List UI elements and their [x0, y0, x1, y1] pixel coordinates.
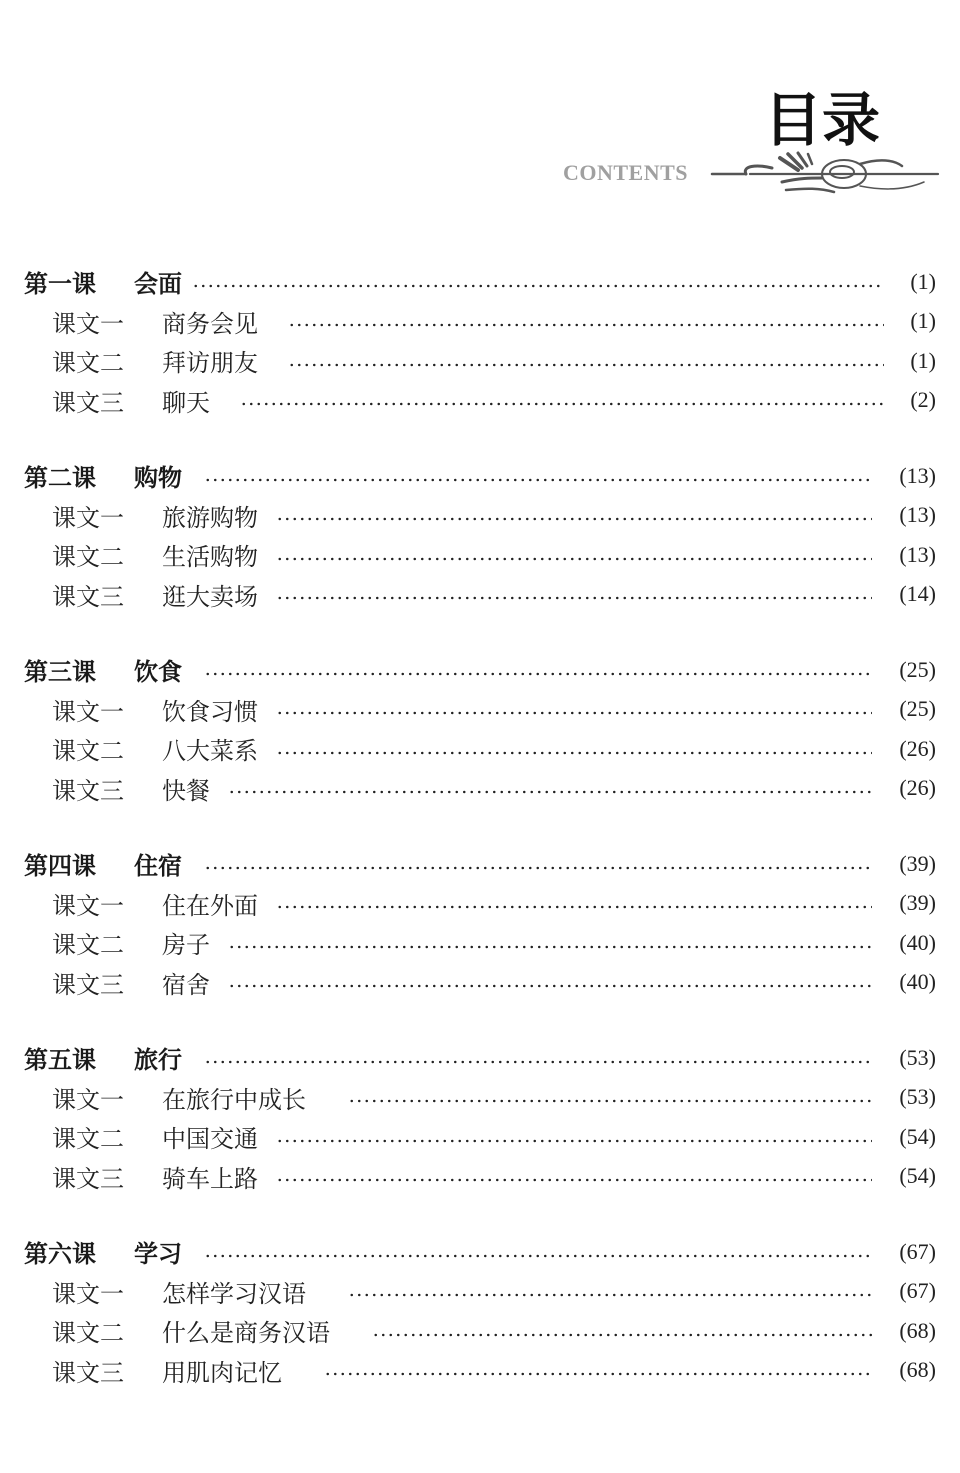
toc-lesson-entry[interactable] — [0, 1272, 960, 1312]
toc-lesson-entry[interactable] — [0, 381, 960, 421]
toc-header — [0, 0, 960, 220]
page-number: (40) — [899, 969, 936, 995]
page-number: (13) — [899, 502, 936, 528]
page-number: (53) — [899, 1084, 936, 1110]
dot-leader — [204, 1060, 872, 1064]
dot-leader — [276, 557, 872, 561]
toc-chapter — [0, 1232, 960, 1390]
lesson-title: 房子 — [162, 931, 210, 960]
page-number: (1) — [910, 268, 936, 294]
chapter-number: 第一课 — [24, 270, 96, 299]
lesson-number: 课文三 — [52, 970, 124, 999]
dot-leader — [276, 596, 872, 600]
toc-lesson-entry[interactable] — [0, 1351, 960, 1391]
lesson-title: 逛大卖场 — [162, 582, 258, 611]
page-number: (54) — [899, 1163, 936, 1189]
toc-lesson-entry[interactable] — [0, 1078, 960, 1118]
page-number: (1) — [910, 308, 936, 334]
lesson-number: 课文三 — [52, 1358, 124, 1387]
lesson-number: 课文一 — [52, 503, 124, 532]
toc-lesson-entry[interactable] — [0, 923, 960, 963]
toc-lesson-entry[interactable] — [0, 341, 960, 381]
toc-lesson-entry[interactable] — [0, 1157, 960, 1197]
toc-lesson-entry[interactable] — [0, 690, 960, 730]
lesson-number: 课文二 — [52, 1125, 124, 1154]
chapter-title: 会面 — [134, 270, 182, 299]
dot-leader — [276, 711, 872, 715]
page-number: (14) — [899, 581, 936, 607]
lesson-number: 课文二 — [52, 931, 124, 960]
lesson-number: 课文一 — [52, 309, 124, 338]
toc-chapter-entry[interactable] — [0, 844, 960, 884]
toc-chapter-entry[interactable] — [0, 456, 960, 496]
toc-lesson-entry[interactable] — [0, 535, 960, 575]
page-number: (39) — [899, 890, 936, 916]
page-number: (39) — [899, 850, 936, 876]
dot-leader — [192, 284, 884, 288]
lesson-title: 宿舍 — [162, 970, 210, 999]
page-number: (25) — [899, 696, 936, 722]
chapter-number: 第二课 — [24, 464, 96, 493]
dot-leader — [228, 945, 872, 949]
toc-chapter-entry[interactable] — [0, 650, 960, 690]
dot-leader — [228, 790, 872, 794]
dot-leader — [324, 1372, 872, 1376]
toc-lesson-entry[interactable] — [0, 729, 960, 769]
chapter-title: 学习 — [134, 1240, 182, 1269]
toc-lesson-entry[interactable] — [0, 1311, 960, 1351]
page-number: (53) — [899, 1044, 936, 1070]
lesson-number: 课文二 — [52, 737, 124, 766]
toc-lesson-entry[interactable] — [0, 769, 960, 809]
lesson-title: 怎样学习汉语 — [162, 1279, 306, 1308]
lesson-number: 课文二 — [52, 349, 124, 378]
chapter-number: 第六课 — [24, 1240, 96, 1269]
page-number: (67) — [899, 1238, 936, 1264]
page-number: (40) — [899, 929, 936, 955]
lesson-number: 课文三 — [52, 388, 124, 417]
dot-leader — [372, 1333, 872, 1337]
dot-leader — [204, 866, 872, 870]
lesson-title: 快餐 — [162, 776, 210, 805]
toc-chapter — [0, 456, 960, 614]
toc-lesson-entry[interactable] — [0, 1117, 960, 1157]
dot-leader — [288, 323, 884, 327]
chapter-number: 第三课 — [24, 658, 96, 687]
dot-leader — [288, 363, 884, 367]
page-subtitle: CONTENTS — [563, 160, 689, 185]
page-number: (68) — [899, 1357, 936, 1383]
page-number: (13) — [899, 541, 936, 567]
page-number: (26) — [899, 775, 936, 801]
lesson-number: 课文二 — [52, 543, 124, 572]
page-number: (1) — [910, 347, 936, 373]
lesson-title: 八大菜系 — [162, 737, 258, 766]
lesson-number: 课文三 — [52, 776, 124, 805]
lesson-title: 住在外面 — [162, 891, 258, 920]
dot-leader — [276, 1178, 872, 1182]
lesson-number: 课文二 — [52, 1319, 124, 1348]
lesson-number: 课文一 — [52, 891, 124, 920]
chapter-number: 第四课 — [24, 852, 96, 881]
dot-leader — [204, 1254, 872, 1258]
toc-lesson-entry[interactable] — [0, 575, 960, 615]
dot-leader — [276, 517, 872, 521]
dot-leader — [348, 1099, 872, 1103]
dot-leader — [228, 984, 872, 988]
dot-leader — [276, 1139, 872, 1143]
lesson-title: 中国交通 — [162, 1125, 258, 1154]
dot-leader — [348, 1293, 872, 1297]
toc-chapter — [0, 262, 960, 420]
page-number: (25) — [899, 656, 936, 682]
lesson-title: 聊天 — [162, 388, 210, 417]
lesson-number: 课文一 — [52, 1279, 124, 1308]
lesson-title: 在旅行中成长 — [162, 1085, 306, 1114]
toc-chapter-entry[interactable] — [0, 262, 960, 302]
toc-chapter — [0, 650, 960, 808]
chapter-title: 饮食 — [134, 658, 182, 687]
chapter-title: 购物 — [134, 464, 182, 493]
chapter-number: 第五课 — [24, 1046, 96, 1075]
lesson-title: 什么是商务汉语 — [162, 1319, 330, 1348]
lesson-number: 课文三 — [52, 582, 124, 611]
page-number: (54) — [899, 1123, 936, 1149]
lesson-title: 拜访朋友 — [162, 349, 258, 378]
lesson-title: 饮食习惯 — [162, 697, 258, 726]
table-of-contents — [0, 262, 960, 1426]
lesson-title: 骑车上路 — [162, 1164, 258, 1193]
toc-chapter — [0, 1038, 960, 1196]
lesson-title: 用肌肉记忆 — [162, 1358, 282, 1387]
lesson-title: 商务会见 — [162, 309, 258, 338]
page-title: 目录 — [764, 86, 881, 154]
page-number: (68) — [899, 1317, 936, 1343]
page-number: (2) — [910, 387, 936, 413]
chapter-title: 旅行 — [134, 1046, 182, 1075]
page-number: (67) — [899, 1278, 936, 1304]
lesson-title: 生活购物 — [162, 543, 258, 572]
toc-chapter — [0, 844, 960, 1002]
page-number: (26) — [899, 735, 936, 761]
toc-chapter-entry[interactable] — [0, 1038, 960, 1078]
lesson-number: 课文一 — [52, 697, 124, 726]
page-number: (13) — [899, 462, 936, 488]
dot-leader — [276, 905, 872, 909]
toc-lesson-entry[interactable] — [0, 884, 960, 924]
toc-lesson-entry[interactable] — [0, 963, 960, 1003]
dot-leader — [204, 478, 872, 482]
toc-lesson-entry[interactable] — [0, 302, 960, 342]
flourish-ornament-icon — [710, 148, 940, 198]
toc-lesson-entry[interactable] — [0, 496, 960, 536]
lesson-title: 旅游购物 — [162, 503, 258, 532]
toc-chapter-entry[interactable] — [0, 1232, 960, 1272]
chapter-title: 住宿 — [134, 852, 182, 881]
dot-leader — [240, 402, 884, 406]
dot-leader — [276, 751, 872, 755]
lesson-number: 课文三 — [52, 1164, 124, 1193]
dot-leader — [204, 672, 872, 676]
lesson-number: 课文一 — [52, 1085, 124, 1114]
